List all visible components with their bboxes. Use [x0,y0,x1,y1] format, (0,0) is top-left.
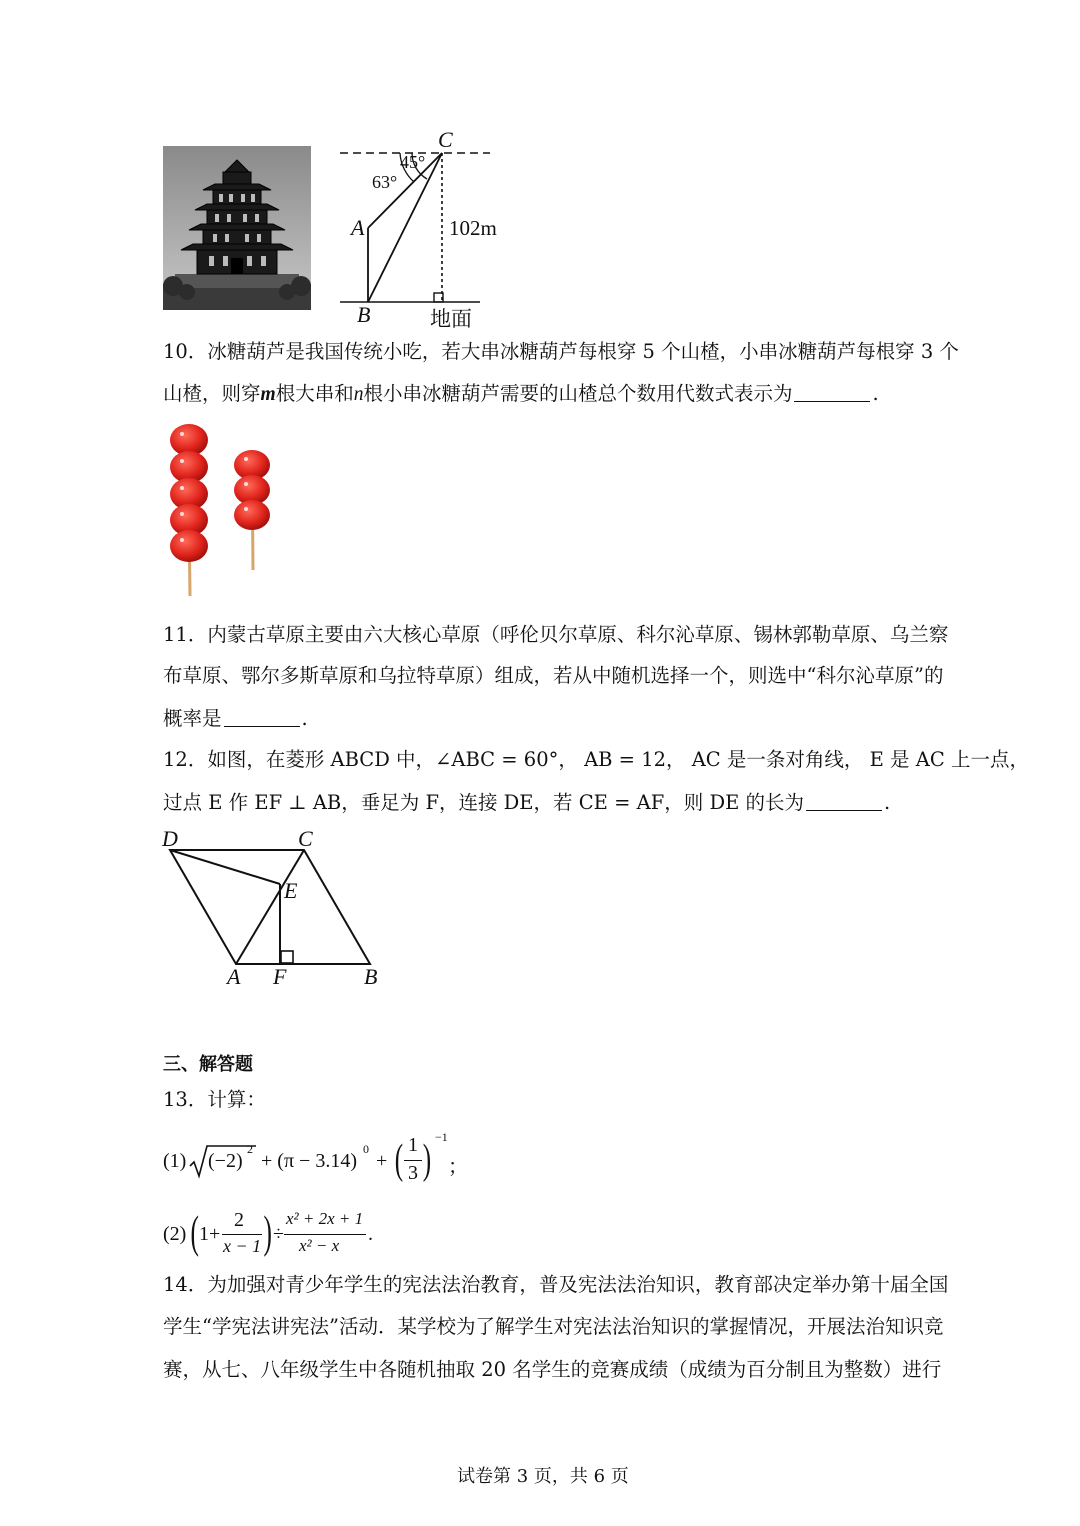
exp-2: 2 [247,1142,253,1156]
label-a2: A [227,964,241,989]
page-footer: 试卷第 3 页，共 6 页 [457,1466,629,1487]
q13-part1 [163,1130,468,1190]
q14-line3: 赛，从七、八年级学生中各随机抽取 20 名学生的竞赛成绩（成绩为百分制且为整数）进行 [163,1358,942,1381]
answer-blank [224,708,300,727]
q14-line1: 14．为加强对青少年学生的宪法法治教育，普及宪法法治知识，教育部决定举办第十届全国 [163,1273,949,1296]
end-mark: ； [448,1156,468,1178]
frac-den: 3 [408,1162,418,1184]
q13-part2 [163,1205,403,1265]
ground-label: 地面 [430,307,472,331]
frac2-num: x² + 2x + 1 [286,1209,364,1228]
exp-0: 0 [363,1142,369,1156]
plus: + [376,1150,388,1172]
angle-63: 63° [372,172,398,192]
one-plus: 1+ [199,1223,221,1245]
frac1-den: x − 1 [223,1236,262,1256]
q14-line2: 学生“学宪法讲宪法”活动．某学校为了解学生对宪法法治知识的掌握情况，开展法治知识竞 [163,1315,944,1338]
paren-left: ( [394,1137,404,1183]
q10-line1: 10．冰糖葫芦是我国传统小吃，若大串冰糖葫芦每根穿 5 个山楂，小串冰糖葫芦每根穿 3 个 [163,340,959,363]
label-c2: C [298,826,313,851]
label-e: E [284,878,298,903]
paren-right: ) [422,1137,432,1183]
part2-label: (2) [163,1223,187,1245]
section-heading: 三、解答题 [163,1054,253,1075]
big-paren-right: ) [263,1206,272,1257]
divide: ÷ [273,1223,284,1245]
q13-title: 13．计算： [163,1088,266,1111]
big-paren-left: ( [190,1206,199,1257]
label-f: F [273,964,287,989]
label-c: C [438,127,453,152]
label-b2: B [364,964,378,989]
height-label: 102m [449,216,497,240]
frac2-bar [284,1234,366,1235]
label-d: D [162,826,178,851]
tower-photo [163,146,311,310]
answer-blank [794,383,870,402]
label-a: A [351,215,365,240]
radicand: (−2) [208,1150,243,1172]
answer-blank [806,792,882,811]
frac-bar [404,1160,422,1161]
end-dot: . [368,1223,373,1245]
angle-45: 45° [400,152,426,172]
q12-line1: 12．如图，在菱形 ABCD 中，∠ABC = 60°， AB = 12， AC 是一条对角线， E 是 AC 上一点， [163,748,1029,771]
q12-line2: 过点 E 作 EF ⊥ AB，垂足为 F，连接 DE，若 CE = AF，则 DE 的长为 . [163,791,891,814]
exp-m1: −1 [435,1130,448,1144]
frac2-den: x² − x [299,1236,340,1255]
q11-line2: 布草原、鄂尔多斯草原和乌拉特草原）组成，若从中随机选择一个，则选中“科尔沁草原”的 [163,664,944,687]
label-b: B [357,302,371,327]
q10-line2: 山楂，则穿m根大串和n根小串冰糖葫芦需要的山楂总个数用代数式表示为 . [163,382,879,405]
rhombus-figure [160,840,390,975]
frac-num: 1 [408,1134,418,1156]
q11-line1: 11．内蒙古草原主要由六大核心草原（呼伦贝尔草原、科尔沁草原、锡林郭勒草原、乌兰察 [163,623,949,646]
frac1-bar [222,1234,262,1235]
q11-line3: 概率是 . [163,707,308,730]
frac1-num: 2 [234,1209,244,1231]
candied-haws-image [160,420,280,600]
pi-term: + (π − 3.14) [261,1150,357,1172]
part1-label: (1) [163,1150,187,1172]
